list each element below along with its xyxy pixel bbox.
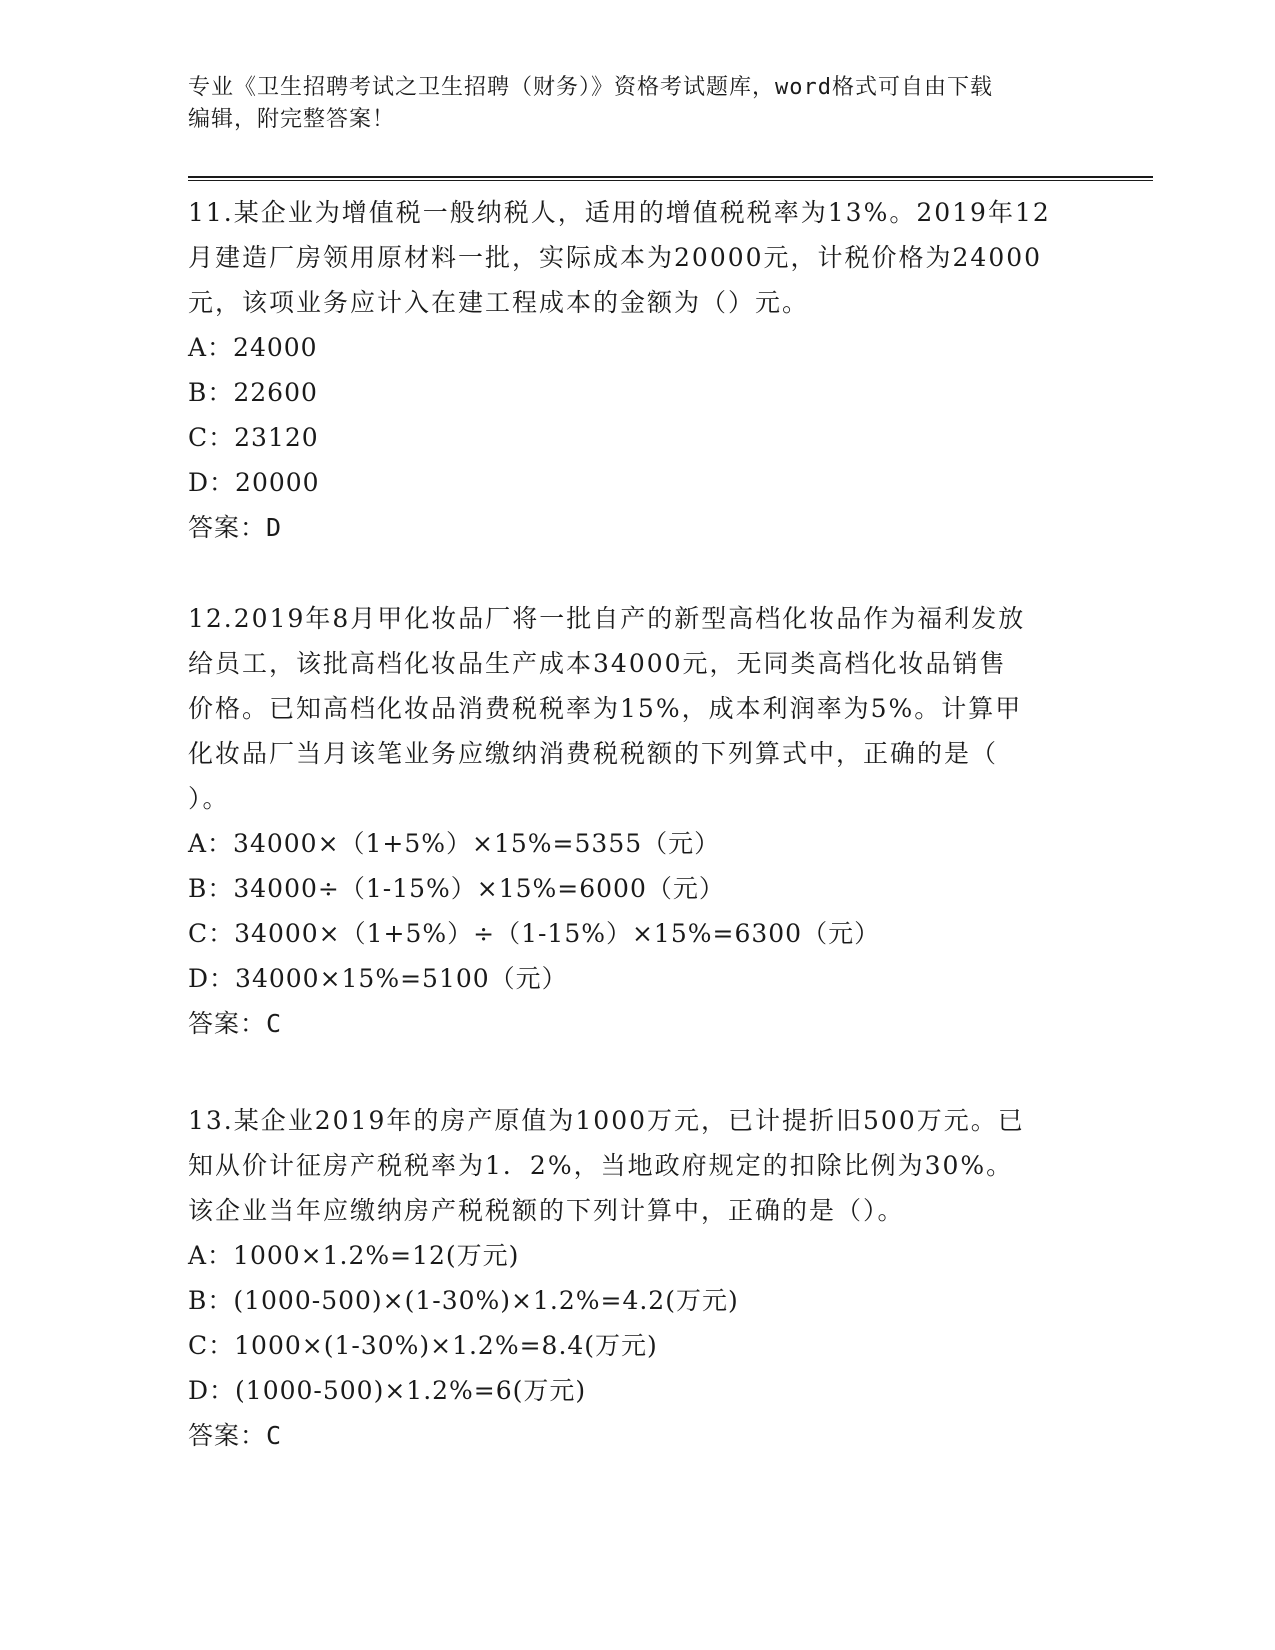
question-stem-line: 元，该项业务应计入在建工程成本的金额为（）元。 [188, 288, 810, 317]
question-stem-line: 12.2019年8月甲化妆品厂将一批自产的新型高档化妆品作为福利发放 [188, 604, 1026, 633]
question-stem-line: ）。 [188, 784, 230, 813]
option-d: D：20000 [188, 468, 320, 497]
answer-line: 答案：C [188, 1009, 283, 1038]
header-line-1: 专业《卫生招聘考试之卫生招聘（财务）》资格考试题库，word格式可自由下载 [188, 75, 993, 100]
question-stem-line: 13.某企业2019年的房产原值为1000万元，已计提折旧500万元。已 [188, 1106, 1025, 1135]
option-c: C：34000×（1+5%）÷（1-15%）×15%=6300（元） [188, 919, 881, 948]
header-line-2: 编辑，附完整答案！ [188, 107, 396, 132]
question-stem-line: 知从价计征房产税税率为1．2%，当地政府规定的扣除比例为30%。 [188, 1151, 1014, 1180]
option-c: C：23120 [188, 423, 319, 452]
option-c: C：1000×(1-30%)×1.2%=8.4(万元) [188, 1331, 658, 1360]
header-divider [188, 176, 1153, 181]
document-header [188, 72, 1088, 136]
option-d: D：(1000-500)×1.2%=6(万元) [188, 1376, 587, 1405]
option-b: B：22600 [188, 378, 318, 407]
question-12 [188, 596, 1088, 1046]
question-stem-line: 化妆品厂当月该笔业务应缴纳消费税税额的下列算式中，正确的是（ [188, 739, 999, 768]
question-stem-line: 给员工，该批高档化妆品生产成本34000元，无同类高档化妆品销售 [188, 649, 1007, 678]
option-b: B：(1000-500)×(1-30%)×1.2%=4.2(万元) [188, 1286, 739, 1315]
question-stem-line: 该企业当年应缴纳房产税税额的下列计算中，正确的是（）。 [188, 1196, 905, 1225]
option-a: A：1000×1.2%=12(万元) [188, 1241, 520, 1270]
answer-line: 答案：C [188, 1421, 283, 1450]
option-d: D：34000×15%=5100（元） [188, 964, 568, 993]
question-stem-line: 11.某企业为增值税一般纳税人，适用的增值税税率为13%。2019年12 [188, 198, 1051, 227]
question-13 [188, 1098, 1088, 1458]
question-11 [188, 190, 1088, 550]
answer-line: 答案：D [188, 513, 283, 542]
option-a: A：24000 [188, 333, 318, 362]
option-b: B：34000÷（1-15%）×15%=6000（元） [188, 874, 725, 903]
question-stem-line: 月建造厂房领用原材料一批，实际成本为20000元，计税价格为24000 [188, 243, 1043, 272]
option-a: A：34000×（1+5%）×15%=5355（元） [188, 829, 721, 858]
question-stem-line: 价格。已知高档化妆品消费税税率为15%，成本利润率为5%。计算甲 [188, 694, 1023, 723]
